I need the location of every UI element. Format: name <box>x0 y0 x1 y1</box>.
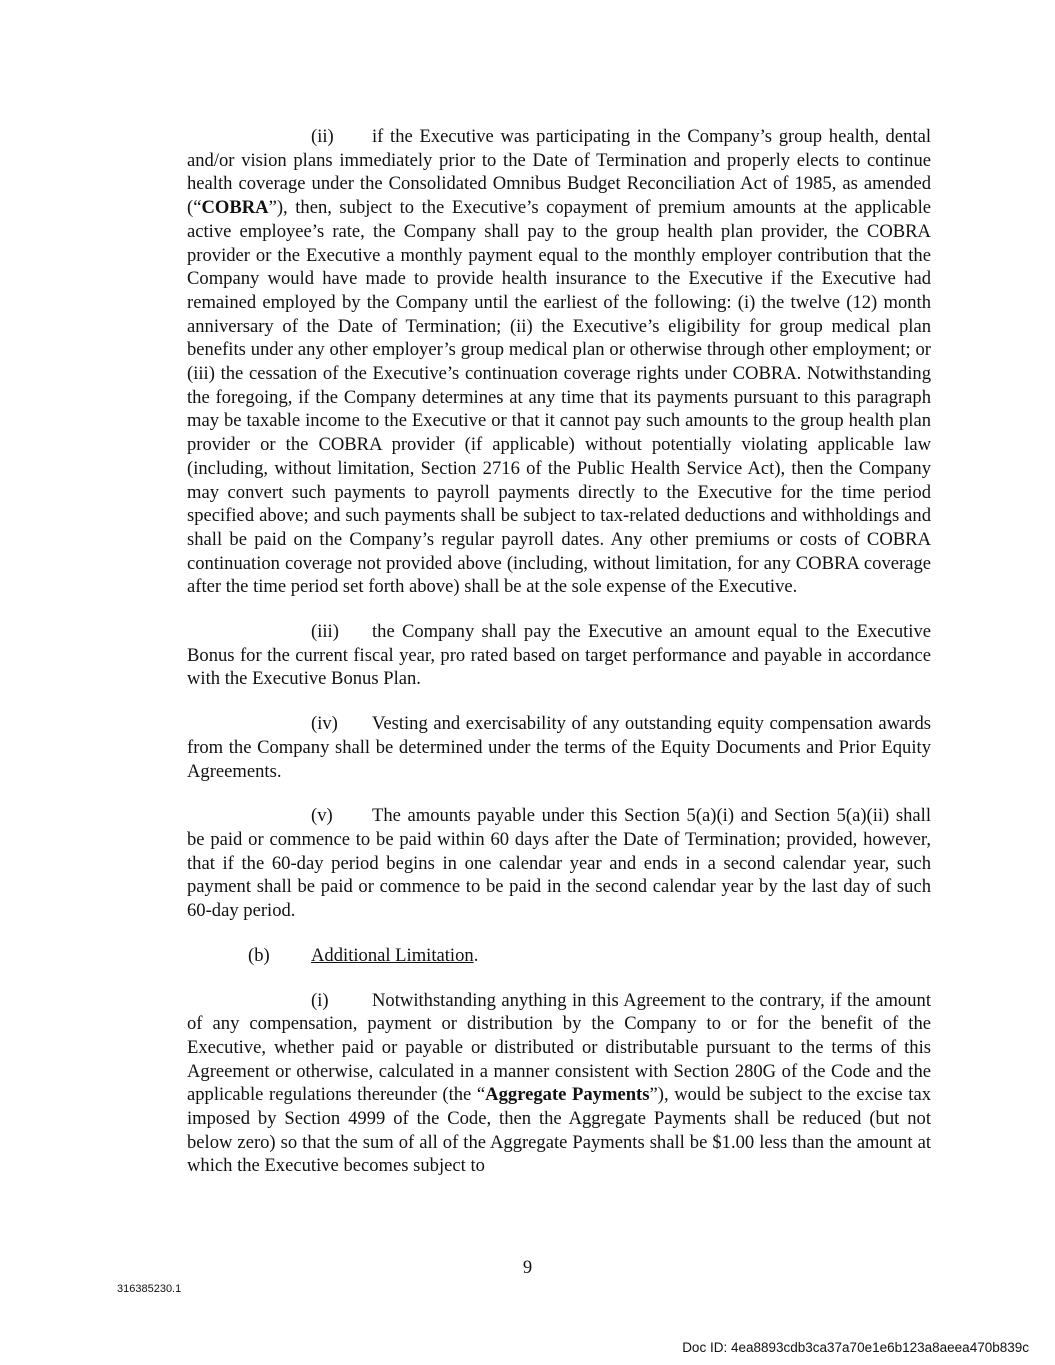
paragraph-text: if the Executive was participating in the Company’s group health, dental and/or vision plans immediately prior to the Date of Termination and properly elects to continue health coverage under the Consolidated Omnibus Budget Reconciliation Act of 1985, as amended (“ <box>187 126 931 219</box>
section-heading-b <box>187 944 931 968</box>
section-number: (b) <box>248 944 270 966</box>
paragraph-iv <box>187 712 931 783</box>
document-body <box>187 125 931 1178</box>
paragraph-ii <box>187 125 931 599</box>
paragraph-number: (ii) <box>311 126 334 147</box>
paragraph-v <box>187 804 931 923</box>
paragraph-text: ”), then, subject to the Executive’s copayment of premium amounts at the applicable active employee’s rate, the Company shall pay to the group health plan provider, the COBRA provider or the Executive a monthly payment equal to the monthly employer contribution that the Company would have made to provide health insurance to the Executive if the Executive had remained employed by the Company until the earliest of the following: (i) the twelve (12) month anniversary of the Date of Termination; (ii) the Executive’s eligibility for group medical plan benefits under any other employer’s group medical plan or otherwise through other employment; or (iii) the cessation of the Executive’s continuation coverage rights under COBRA. Notwithstanding the foregoing, if the Company determines at any time that its payments pursuant to this paragraph may be taxable income to the Executive or that it cannot pay such amounts to the group health plan provider or the COBRA provider (if applicable) without potentially violating applicable law (including, without limitation, Section 2716 of the Public Health Service Act), then the Company may convert such payments to payroll payments directly to the Executive for the time period specified above; and such payments shall be subject to tax-related deductions and withholdings and shall be paid on the Company’s regular payroll dates. Any other premiums or costs of COBRA continuation coverage not provided above (including, without limitation, for any COBRA coverage after the time period set forth above) shall be at the sole expense of the Executive. <box>187 197 931 598</box>
paragraph-text: The amounts payable under this Section 5(a)(i) and Section 5(a)(ii) shall be paid or commence to be paid within 60 days after the Date of Termination; provided, however, that if the 60-day period begins in one calendar year and ends in a second calendar year, such payment shall be paid or commence to be paid in the second calendar year by the last day of such 60-day period. <box>187 805 931 922</box>
paragraph-number: (v) <box>311 805 333 827</box>
paragraph-text: the Company shall pay the Executive an amount equal to the Executive Bonus for the current fiscal year, pro rated based on target performance and payable in accordance with the Executive Bonus Plan. <box>187 621 931 690</box>
paragraph-iii <box>187 620 931 691</box>
paragraph-b-i <box>187 989 931 1179</box>
defined-term-aggregate-payments: Aggregate Payments <box>485 1084 650 1106</box>
paragraph-number: (iii) <box>311 621 339 643</box>
paragraph-number: (i) <box>311 989 329 1011</box>
section-title: Additional Limitation <box>311 944 474 966</box>
paragraph-text: Vesting and exercisability of any outstanding equity compensation awards from the Company shall be determined under the terms of the Equity Documents and Prior Equity Agreements. <box>187 713 931 782</box>
document-reference: 316385230.1 <box>117 1283 182 1295</box>
page-number: 9 <box>522 1257 533 1278</box>
paragraph-text: ”), would be subject to the excise tax imposed by Section 4999 of the Code, then the Aggregate Payments shall be reduced (but not below zero) so that the sum of all of the Aggregate Payments shall be $1.00 less than the amount at which the Executive becomes subject to <box>187 1084 932 1177</box>
paragraph-number: (iv) <box>311 713 338 735</box>
paragraph-text: Notwithstanding anything in this Agreement to the contrary, if the amount of any compensation, payment or distribution by the Company to or for the benefit of the Executive, whether paid or payable or distributed or distributable pursuant to the terms of this Agreement or otherwise, calculated in a manner consistent with Section 280G of the Code and the applicable regulations thereunder (the “ <box>187 989 931 1106</box>
section-title-period: . <box>473 944 479 966</box>
defined-term-cobra: COBRA <box>201 197 269 219</box>
document-id: Doc ID: 4ea8893cdb3ca37a70e1e6b123a8aeea470b839c <box>682 1340 1029 1355</box>
